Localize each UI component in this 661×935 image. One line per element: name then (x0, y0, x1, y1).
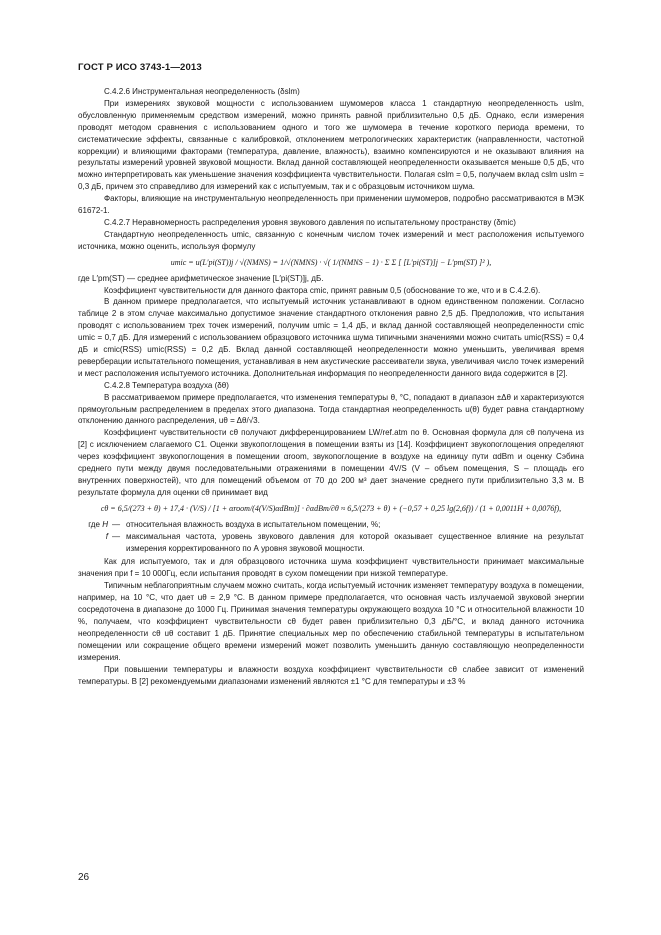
definition-row: f — максимальная частота, уровень звукового давления для которой оказывает существенное влияние на результат измерения корректированного по А уровня звуковой мощности. (105, 531, 584, 553)
paragraph-10: Типичным неблагоприятным случаем можно считать, когда испытуемый источник изменяет температуру воздуха в помещении, например, на 10 °С, что дает uθ = 2,9 °С. В данном примере предполагается, что основная часть излучаемой звуковой энергии сосредоточена в диапазоне до 1000 Гц. Принимая значения температуры окружающего воздуха 10 °С и относительной влажности 10 %, получаем, что коэффициент чувствительности cθ будет равен приблизительно 0,3 дБ/°С, и вклад данного источника неопределенности cθ uθ составит 1 дБ. Принятие специальных мер по обеспечению стабильной температуры в испытательном помещении или сокращение общего времени измерений может позволить уменьшить данную составляющую неопределенности измерения. (78, 581, 584, 662)
page-header: ГОСТ Р ИСО 3743-1—2013 (78, 62, 202, 73)
paragraph-5: Коэффициент чувствительности для данного фактора cmic, принят равным 0,5 (обоснование то же, что и в С.4.2.6). (104, 285, 541, 295)
paragraph-9: Как для испытуемого, так и для образцового источника шума коэффициент чувствительности принимает максимальные значения при f = 10 000Гц, если испытания проводят в сухом помещении при низкой температуре. (78, 557, 584, 579)
section-4-2-6-title: С.4.2.6 Инструментальная неопределенность (δslm) (104, 87, 300, 96)
paragraph-6: В данном примере предполагается, что испытуемый источник устанавливают в одном единственном положении. Согласно таблице 2 в этом случае максимально допустимое значение стандартного отклонения равно 2,5 дБ. Предположив, что испытания проводят с использованием трех точек измерений, получим umic = 1,4 дБ, и вклад данной составляющей неопределенности cmic umic = 0,7 дБ. Для измерений с использованием образцового источника шума типичными значениями можно считать umic(RSS) = 0,4 дБ и cmic(RSS) umic(RSS) = 0,2 дБ. Вклад данной составляющей неопределенности можно уменьшить, увеличивая время реверберации испытательного помещения, устанавливая в нем акустические рассеиватели звука, увеличивая число точек измерений и мест расположения испытуемого источника. Дополнительная информация по неопределенности данного вида содержится в [2]. (78, 297, 584, 378)
paragraph-4: где L′pm(ST) — среднее арифметическое значение [L′pi(ST)]j, дБ. (78, 273, 324, 283)
formula-ctheta (78, 503, 584, 515)
formula-umic (78, 257, 584, 269)
definition-row: где H — относительная влажность воздуха в испытательном помещении, %; (78, 519, 584, 531)
formula-umic-text: umic = u(L′pi(ST))j / √(NMNS) = 1/√(NMNS) · √( 1/(NMNS − 1) · Σ Σ [ [L′pi(ST)]j − L′pm(ST) ]² ), (170, 257, 492, 267)
paragraph-11: При повышении температуры и влажности воздуха коэффициент чувствительности cθ слабее зависит от изменений температуры. В [2] рекомендуемыми диапазонами изменений являются ±1 °С для температуры и ±3 % (78, 664, 584, 686)
paragraph-8: Коэффициент чувствительности cθ получают дифференцированием LW/ref.atm по θ. Основная формула для cθ получена из [2] с исключением слагаемого C1. Оценки звукопоглощения в помещении взяты из [14]. Коэффициент звукопоглощения определяют через коэффициент звукопоглощения в помещении αroom, звукопоглощение в воздухе на единицу пути αdBm и оценку Сэбина среднего пути между двумя последовательными отражениями в помещении 4V/S (V – объем помещения, S – площадь его внутренних поверхностей), что для помещений объемом от 70 до 200 м³ дает значение среднего пути приблизительно 3,3 м. В результате формула для оценки cθ принимает вид (78, 428, 584, 497)
document-body (78, 86, 584, 687)
section-4-2-8-title: С.4.2.8 Температура воздуха (δθ) (104, 380, 229, 390)
definitions-list (78, 519, 584, 555)
paragraph-1: При измерениях звуковой мощности с использованием шумомеров класса 1 стандартную неопределенность uslm, обусловленную применяемым средством измерений, можно принять равной приблизительно 0,5 дБ. Однако, если измерения проводят методом сравнения с использованием одного и того же шумомера в течение короткого периода времени, то систематические эффекты, связанные с калибровкой, отклонением метрологических характеристик (направленности, частотной коррекции) и влияющими факторами (температура, давление, влажность), взаимно компенсируются и не оказывают влияния на результаты измерений уровней звуковой мощности. Вклад данной составляющей неопределенности оказывается меньше 0,5 дБ, что можно интерпретировать как уменьшение значения коэффициента чувствительности. Полагая cslm = 0,5, получаем вклад cslm uslm = 0,3 дБ, причем это справедливо для измерений как с испытуемым, так и с образцовым источником шума. (78, 98, 584, 192)
paragraph-3: Стандартную неопределенность umic, связанную с конечным числом точек измерений и мест расположения испытуемого источника, можно оценить, используя формулу (78, 229, 584, 251)
paragraph-7: В рассматриваемом примере предполагается, что изменения температуры θ, °С, попадают в диапазон ±Δθ и характеризуются прямоугольным распределением в пределах этого диапазона. Тогда стандартная неопределенность u(θ) будет равна стандартному отклонению данного распределения, uθ = Δθ/√3. (78, 392, 584, 426)
paragraph-2: Факторы, влияющие на инструментальную неопределенность при применении шумомеров, подробно рассматриваются в МЭК 61672-1. (78, 194, 584, 216)
section-4-2-7-title: С.4.2.7 Неравномерность распределения уровня звукового давления по испытательному пространству (δmic) (104, 217, 516, 227)
formula-ctheta-text: cθ = 6,5/(273 + θ) + 17,4 · (V/S) / [1 + αroom/(4(V/S)αdBm)] · ∂αdBm/∂θ ≈ 6,5/(273 + θ) + (−0,57 + 0,25 lg(2,6f)) / (1 + 0,0011H + 0,0076f), (100, 503, 562, 513)
definition-f: максимальная частота, уровень звукового давления для которой оказывает существенное влияние на результат измерения корректированного по А уровня звуковой мощности. (126, 531, 584, 553)
definition-h: относительная влажность воздуха в испытательном помещении, %; (126, 519, 381, 529)
page-number: 26 (78, 872, 90, 883)
where-label: где H (88, 519, 108, 529)
